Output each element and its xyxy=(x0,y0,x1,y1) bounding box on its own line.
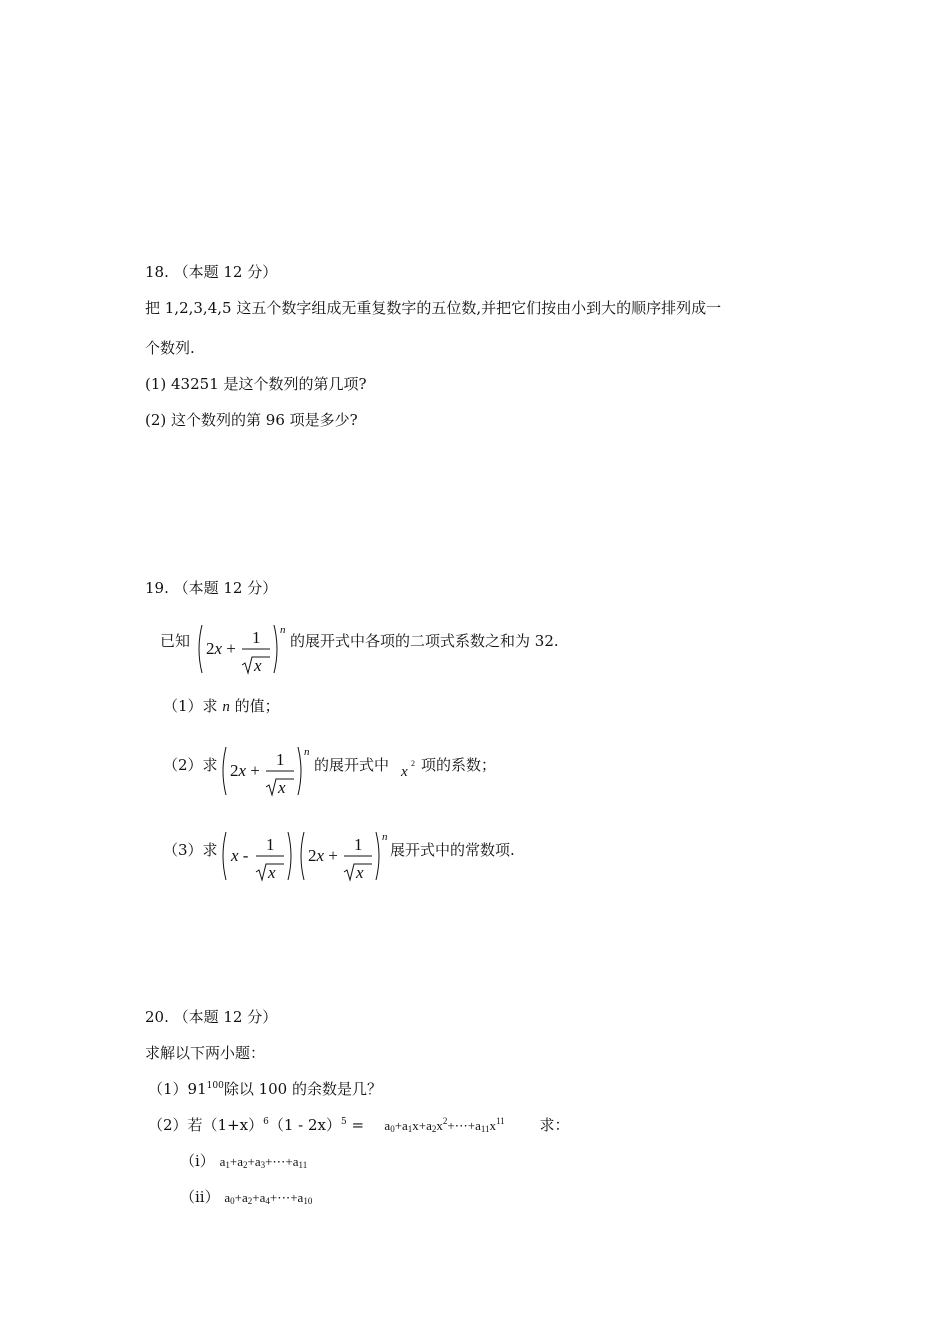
svg-text:x: x xyxy=(356,863,364,882)
q20-subpart-i xyxy=(180,1151,307,1172)
x-squared xyxy=(400,756,422,782)
variable-n: n xyxy=(222,699,230,715)
binomial-expression xyxy=(218,743,314,799)
q20-part2-exponent1: 6 xyxy=(263,1117,269,1127)
q19-intro-prefix: 已知 xyxy=(160,632,191,650)
svg-text:2x +: 2x + xyxy=(206,639,236,658)
svg-text:2x +: 2x + xyxy=(230,761,260,780)
q18-part1: (1) 43251 是这个数列的第几项? xyxy=(145,375,367,393)
svg-text:1: 1 xyxy=(266,835,275,854)
svg-text:x: x xyxy=(401,764,408,780)
sum-expression-i: $a_1+a_2+a_3+\cdots+a_{11}$ xyxy=(219,1154,308,1170)
svg-text:1: 1 xyxy=(354,835,363,854)
q19-intro-suffix: 的展开式中各项的二项式系数之和为 32. xyxy=(290,632,559,650)
svg-text:x: x xyxy=(278,778,286,797)
q19-part3-prefix: （3）求 xyxy=(163,841,218,859)
q20-part2 xyxy=(148,1115,569,1136)
svg-text:x: x xyxy=(268,863,276,882)
svg-text:2x +: 2x + xyxy=(308,846,338,865)
q19-part2-suffix: 项的系数； xyxy=(421,756,497,774)
binomial-expression xyxy=(194,621,290,677)
q20-subpart-ii-label: （ii） xyxy=(180,1188,220,1206)
q19-part1 xyxy=(163,696,280,717)
q20-title: 20. （本题 12 分） xyxy=(145,1008,278,1026)
q20-part1-prefix: （1）91 xyxy=(148,1080,207,1098)
svg-text:2: 2 xyxy=(411,759,415,768)
q19-part2-prefix: （2）求 xyxy=(163,756,218,774)
q19-title: 19. （本题 12 分） xyxy=(145,579,278,597)
svg-text:n: n xyxy=(304,746,310,758)
q20-part1 xyxy=(148,1079,382,1099)
q19-part2-mid: 的展开式中 xyxy=(314,756,390,774)
q19-part3-suffix: 展开式中的常数项. xyxy=(390,841,515,859)
q20-part1-exponent: 100 xyxy=(206,1081,224,1091)
svg-text:1: 1 xyxy=(252,628,261,647)
q18-statement-line2: 个数列. xyxy=(145,339,195,357)
svg-text:n: n xyxy=(382,831,388,843)
svg-text:n: n xyxy=(280,624,286,636)
q20-part2-exponent2: 5 xyxy=(341,1117,347,1127)
q19-part1-prefix: （1）求 xyxy=(163,697,218,715)
polynomial-expansion: $a_0+a_1x+a_2x^2+\cdots+a_{11}x^{11}$ xyxy=(384,1116,505,1134)
q20-intro: 求解以下两小题： xyxy=(145,1044,266,1062)
q20-part1-suffix: 除以 100 的余数是几？ xyxy=(223,1080,382,1098)
svg-text:x: x xyxy=(254,656,262,675)
q18-part2: (2) 这个数列的第 96 项是多少? xyxy=(145,411,358,429)
product-expression xyxy=(218,828,394,884)
q20-subpart-ii xyxy=(180,1187,312,1208)
q19-part1-suffix: 的值； xyxy=(234,697,280,715)
q20-part2-ask: 求： xyxy=(539,1116,570,1134)
q20-part2-mid: （1 - 2x） xyxy=(268,1116,342,1134)
svg-text:x -: x - xyxy=(231,846,249,865)
sum-expression-ii: $a_0+a_2+a_4+\cdots+a_{10}$ xyxy=(224,1190,313,1206)
q20-part2-equals: = xyxy=(346,1116,374,1134)
q18-title: 18. （本题 12 分） xyxy=(145,263,278,281)
q20-subpart-i-label: （i） xyxy=(180,1152,215,1170)
q20-part2-prefix: （2）若（1+x） xyxy=(148,1116,264,1134)
svg-text:1: 1 xyxy=(276,750,285,769)
q18-statement-line1: 把 1,2,3,4,5 这五个数字组成无重复数字的五位数,并把它们按由小到大的顺序排列成一 xyxy=(145,299,722,317)
